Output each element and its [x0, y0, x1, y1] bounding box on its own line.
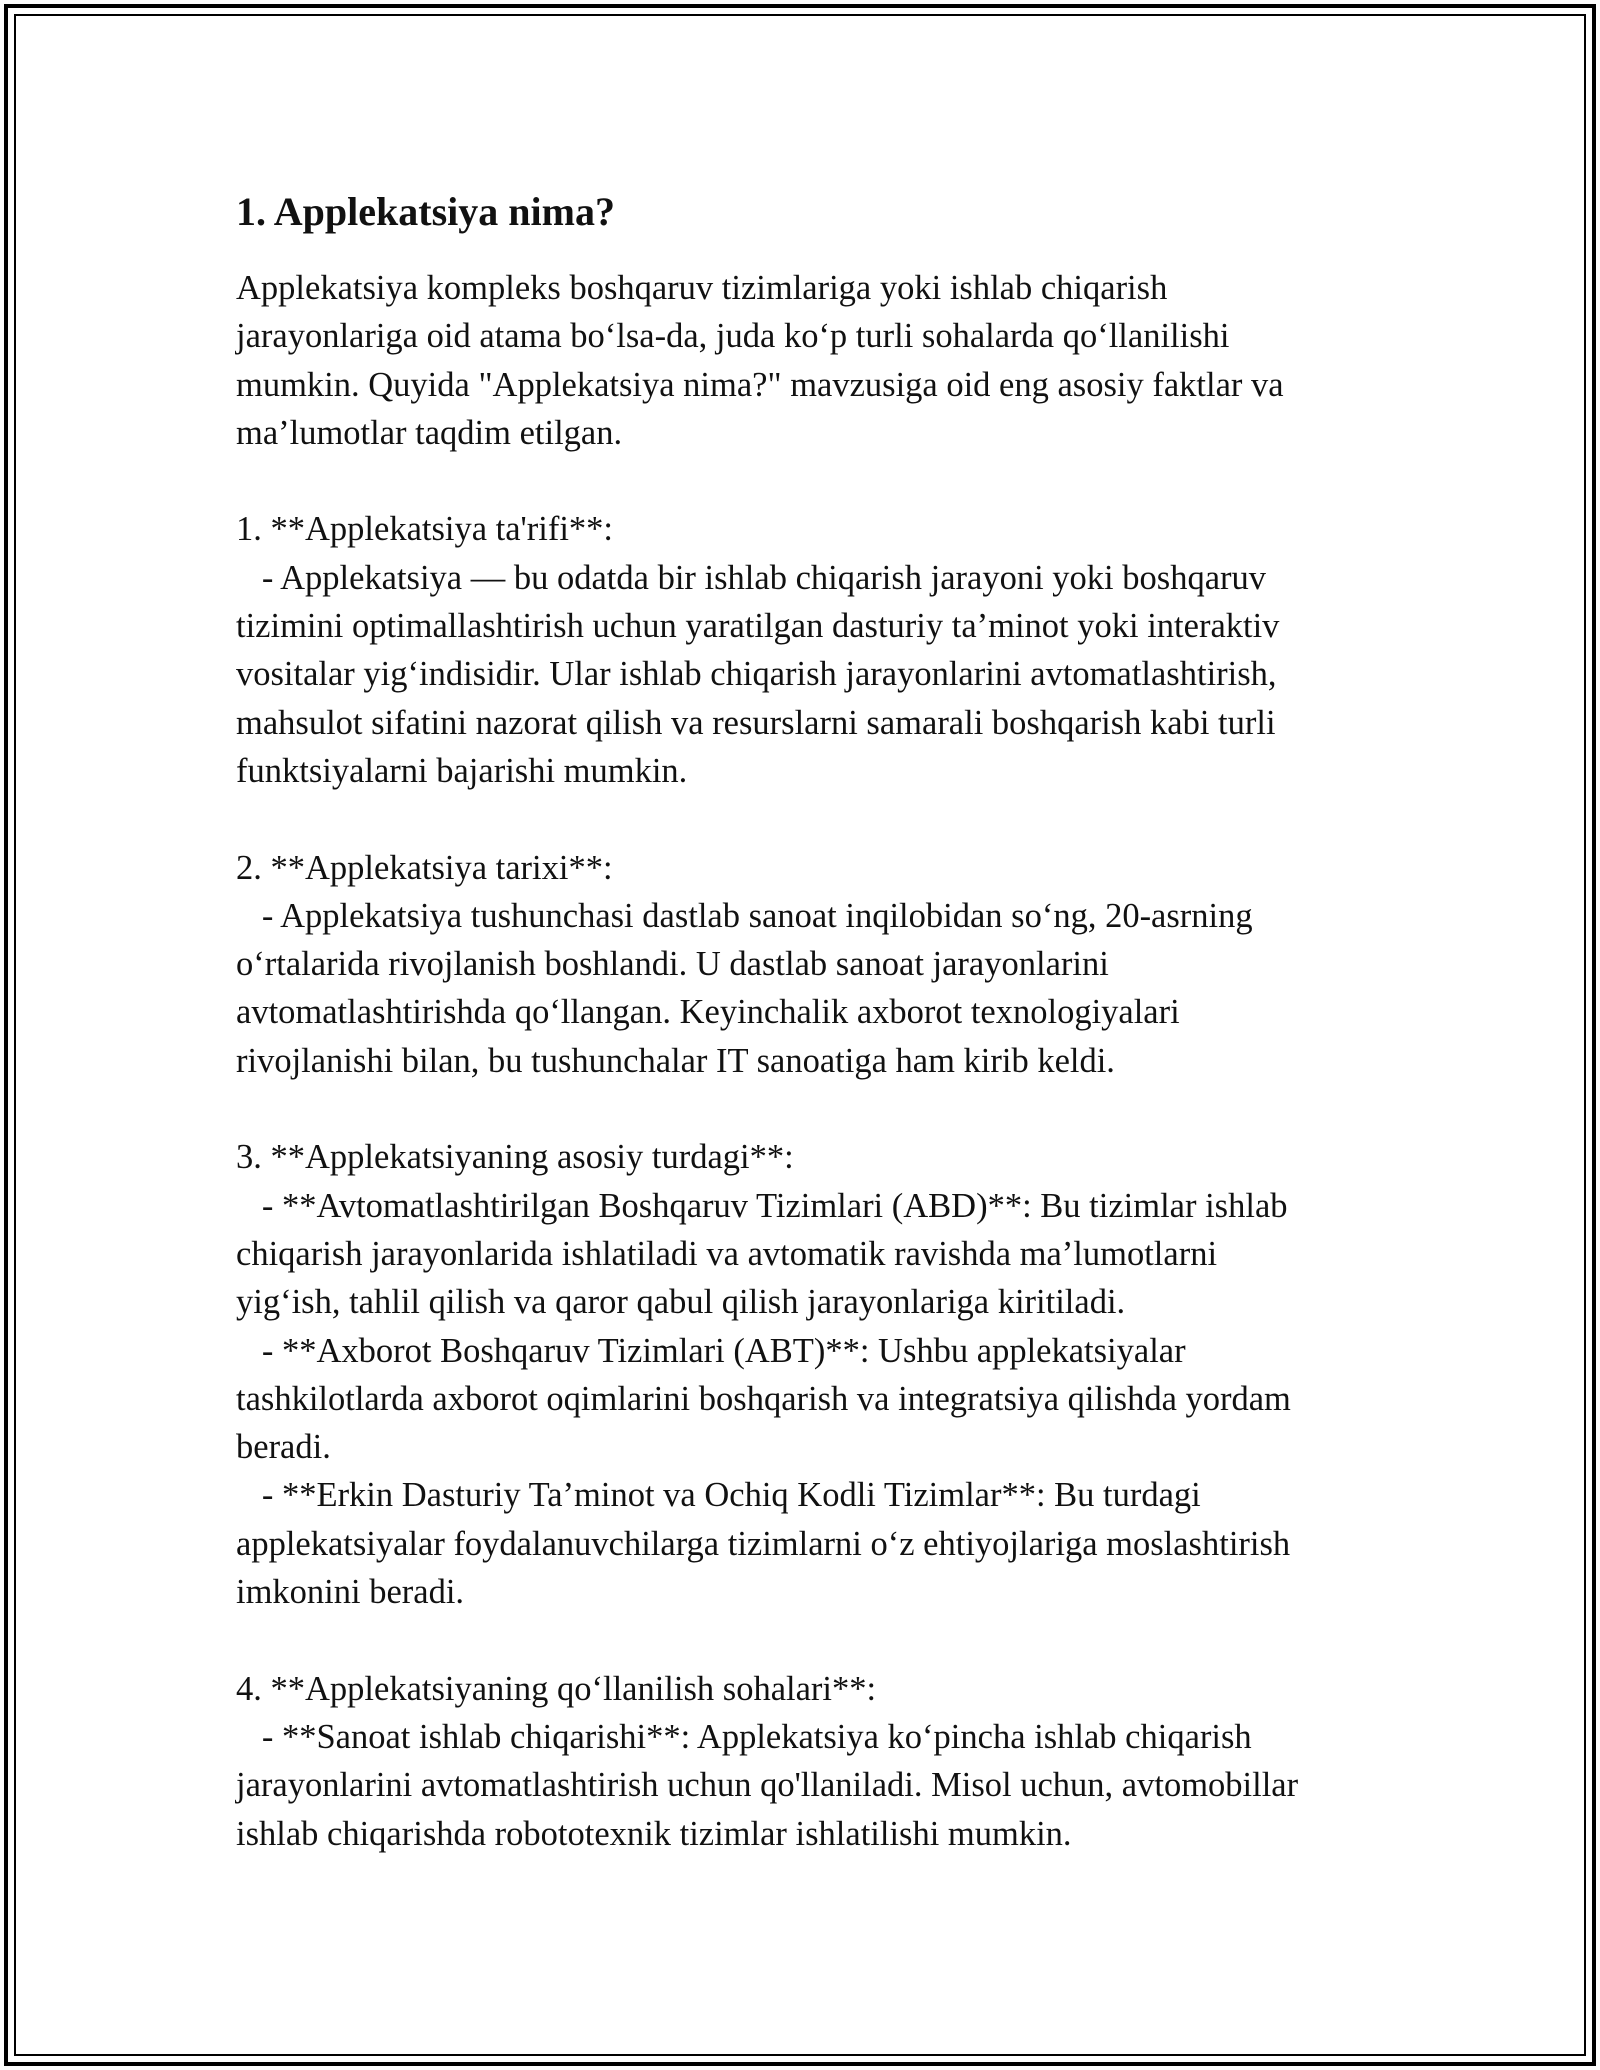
- section-4-heading: 4. **Applekatsiyaning qo‘llanilish sohalari**:: [236, 1669, 877, 1708]
- section-1-heading: 1. **Applekatsiya ta'rifi**:: [236, 510, 614, 549]
- section-3-heading: 3. **Applekatsiyaning asosiy turdagi**:: [236, 1138, 794, 1177]
- section-3-item-3: - **Erkin Dasturiy Ta’minot va Ochiq Kodli Tizimlar**: Bu turdagi applekatsiyalar foydalanuvchilarga tizimlarni o‘z ehtiyojlariga moslashtirish imkonini beradi.: [236, 1476, 1291, 1612]
- paragraph-gap: [236, 795, 1396, 843]
- paragraph-gap: [236, 457, 1396, 505]
- section-3-item-1: - **Avtomatlashtirilgan Boshqaruv Tizimlari (ABD)**: Bu tizimlar ishlab chiqarish jarayonlarida ishlatiladi va avtomatik ravishda ma’lumotlarni yig‘ish, tahlil qilish va qaror qabul qilish jarayonlariga kiritiladi.: [236, 1186, 1288, 1322]
- document-title: 1. Applekatsiya nima?: [236, 189, 615, 234]
- paragraph-gap: [236, 1085, 1396, 1133]
- section-1-item-1: - Applekatsiya — bu odatda bir ishlab chiqarish jarayoni yoki boshqaruv tizimini optimallashtirish uchun yaratilgan dasturiy ta’minot yoki interaktiv vositalar yig‘indisidir. Ular ishlab chiqarish jarayonlarini avtomatlashtirish, mahsulot sifatini nazorat qilish va resurslarni samarali boshqarish kabi turli funktsiyalarni bajarishi mumkin.: [236, 558, 1280, 790]
- section-4-item-1: - **Sanoat ishlab chiqarishi**: Applekatsiya ko‘pincha ishlab chiqarish jarayonlarini avtomatlashtirish uchun qo'llaniladi. Misol uchun, avtomobillar ishlab chiqarishda robototexnik tizimlar ishlatilishi mumkin.: [236, 1717, 1299, 1853]
- section-2-item-1: - Applekatsiya tushunchasi dastlab sanoat inqilobidan so‘ng, 20-asrning o‘rtalarida rivojlanish boshlandi. U dastlab sanoat jarayonlarini avtomatlashtirishda qo‘llangan. Keyinchalik axborot texnologiyalari rivojlanishi bilan, bu tushunchalar IT sanoatiga ham kirib keldi.: [236, 896, 1253, 1080]
- paragraph-gap: [236, 1616, 1396, 1664]
- section-3-item-2: - **Axborot Boshqaruv Tizimlari (ABT)**: Ushbu applekatsiyalar tashkilotlarda axborot oqimlarini boshqarish va integratsiya qilishda yordam beradi.: [236, 1331, 1291, 1467]
- intro-paragraph: Applekatsiya kompleks boshqaruv tizimlariga yoki ishlab chiqarish jarayonlariga oid atama bo‘lsa-da, juda ko‘p turli sohalarda qo‘llanilishi mumkin. Quyida "Applekatsiya nima?" mavzusiga oid eng asosiy faktlar va ma’lumotlar taqdim etilgan.: [236, 269, 1284, 452]
- section-2-heading: 2. **Applekatsiya tarixi**:: [236, 848, 613, 887]
- document-body: [236, 188, 1396, 1858]
